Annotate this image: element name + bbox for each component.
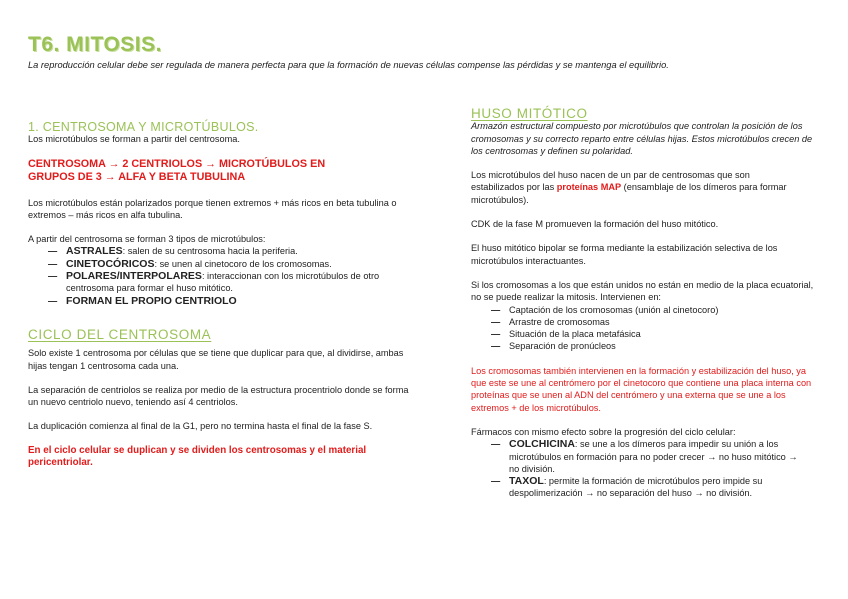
heading-ciclo: CICLO DEL CENTROSOMA xyxy=(28,327,212,342)
list-item: — Separación de pronúcleos xyxy=(491,340,821,352)
huso-p4: Si los cromosomas a los que están unidos no están en medio de la placa ecuatorial, no se puede realizar la mitosis. Intervienen en: xyxy=(471,279,814,303)
huso-roles-list xyxy=(471,304,821,353)
huso-p1: Los microtúbulos del huso nacen de un par de centrosomas que son estabilizados por las proteínas MAP (ensamblaje de los dímeros para formar microtúbulos). xyxy=(471,170,787,205)
page-subtitle: La reproducción celular debe ser regulada de manera perfecta para que la formación de nuevas células compense las pérdidas y se mantenga el equilibrio. xyxy=(28,60,669,70)
list-item: — CINETOCÓRICOS: se unen al cinetocoro de los cromosomas. xyxy=(48,258,393,270)
ciclo-p2: La separación de centriolos se realiza por medio de la estructura procentriolo donde se forma un nuevo centriolo nuevo, teniendo así 4 centriolos. xyxy=(28,384,409,408)
list-item: — TAXOL: permite la formación de microtúbulos pero impide su despolimerización → no separación del huso → no división. xyxy=(491,475,801,500)
centrosoma-intro: Los microtúbulos se forman a partir del centrosoma. xyxy=(28,134,240,145)
page-title: T6. MITOSIS. xyxy=(28,33,162,56)
drugs-intro: Fármacos con mismo efecto sobre la progresión del ciclo celular: xyxy=(471,426,736,437)
huso-definition: Armazón estructural compuesto por microtúbulos que controlan la posición de los cromosomas y su correcto reparto entre células hijas. Estos microtúbulos crecen de los centrosomas y definen su polaridad. xyxy=(471,121,813,156)
section-ciclo xyxy=(28,329,420,469)
list-item: — ASTRALES: salen de su centrosoma hacia la periferia. xyxy=(48,245,393,257)
huso-p5: Los cromosomas también intervienen en la formación y estabilización del huso, ya que este se une al centrómero por el cinetocoro que contiene una placa interna con proteínas que se unen al ADN del centrómero y una externa que se une a los extremos + de los microtúbulos. xyxy=(471,365,812,413)
microtubule-types-list xyxy=(28,245,393,306)
polarity-text: Los microtúbulos están polarizados porque tienen extremos + más ricos en beta tubulina o extremos – más ricos en alfa tubulina. xyxy=(28,197,397,220)
huso-p3: El huso mitótico bipolar se forma mediante la estabilización selectiva de los microtúbulos interactuantes. xyxy=(471,243,778,266)
ciclo-p3: La duplicación comienza al final de la G1, pero no termina hasta el final de la fase S. xyxy=(28,421,373,432)
list-item: — Captación de los cromosomas (unión al cinetocoro) xyxy=(491,304,821,316)
heading-huso: HUSO MITÓTICO xyxy=(471,106,588,121)
section-centrosoma xyxy=(28,121,420,307)
centrosoma-highlight: CENTROSOMA → 2 CENTRIOLOS → MICROTÚBULOS EN GRUPOS DE 3 → ALFA Y BETA TUBULINA xyxy=(28,157,326,184)
ciclo-p4: En el ciclo celular se duplican y se dividen los centrosomas y el material pericentriolar. xyxy=(28,444,367,469)
types-intro: A partir del centrosoma se forman 3 tipos de microtúbulos: xyxy=(28,234,266,245)
list-item: — Situación de la placa metafásica xyxy=(491,328,821,340)
map-proteins: proteínas MAP xyxy=(556,182,622,193)
huso-p2: CDK de la fase M promueven la formación del huso mitótico. xyxy=(471,219,719,230)
drugs-list xyxy=(471,438,801,499)
list-item: — COLCHICINA: se une a los dímeros para impedir su unión a los microtúbulos en formación para no poder crecer → no huso mitótico → no división. xyxy=(491,438,801,475)
list-item: — FORMAN EL PROPIO CENTRIOLO xyxy=(48,295,393,307)
heading-centrosoma: 1. CENTROSOMA Y MICROTÚBULOS. xyxy=(28,120,259,134)
ciclo-p1: Solo existe 1 centrosoma por células que se tiene que duplicar para que, al dividirse, ambas hijas tengan 1 centrosoma cada una. xyxy=(28,348,404,371)
list-item: — Arrastre de cromosomas xyxy=(491,316,821,328)
list-item: — POLARES/INTERPOLARES: interaccionan con los microtúbulos de otro centrosoma para formar el huso mitótico. xyxy=(48,270,393,295)
section-huso xyxy=(471,108,821,500)
